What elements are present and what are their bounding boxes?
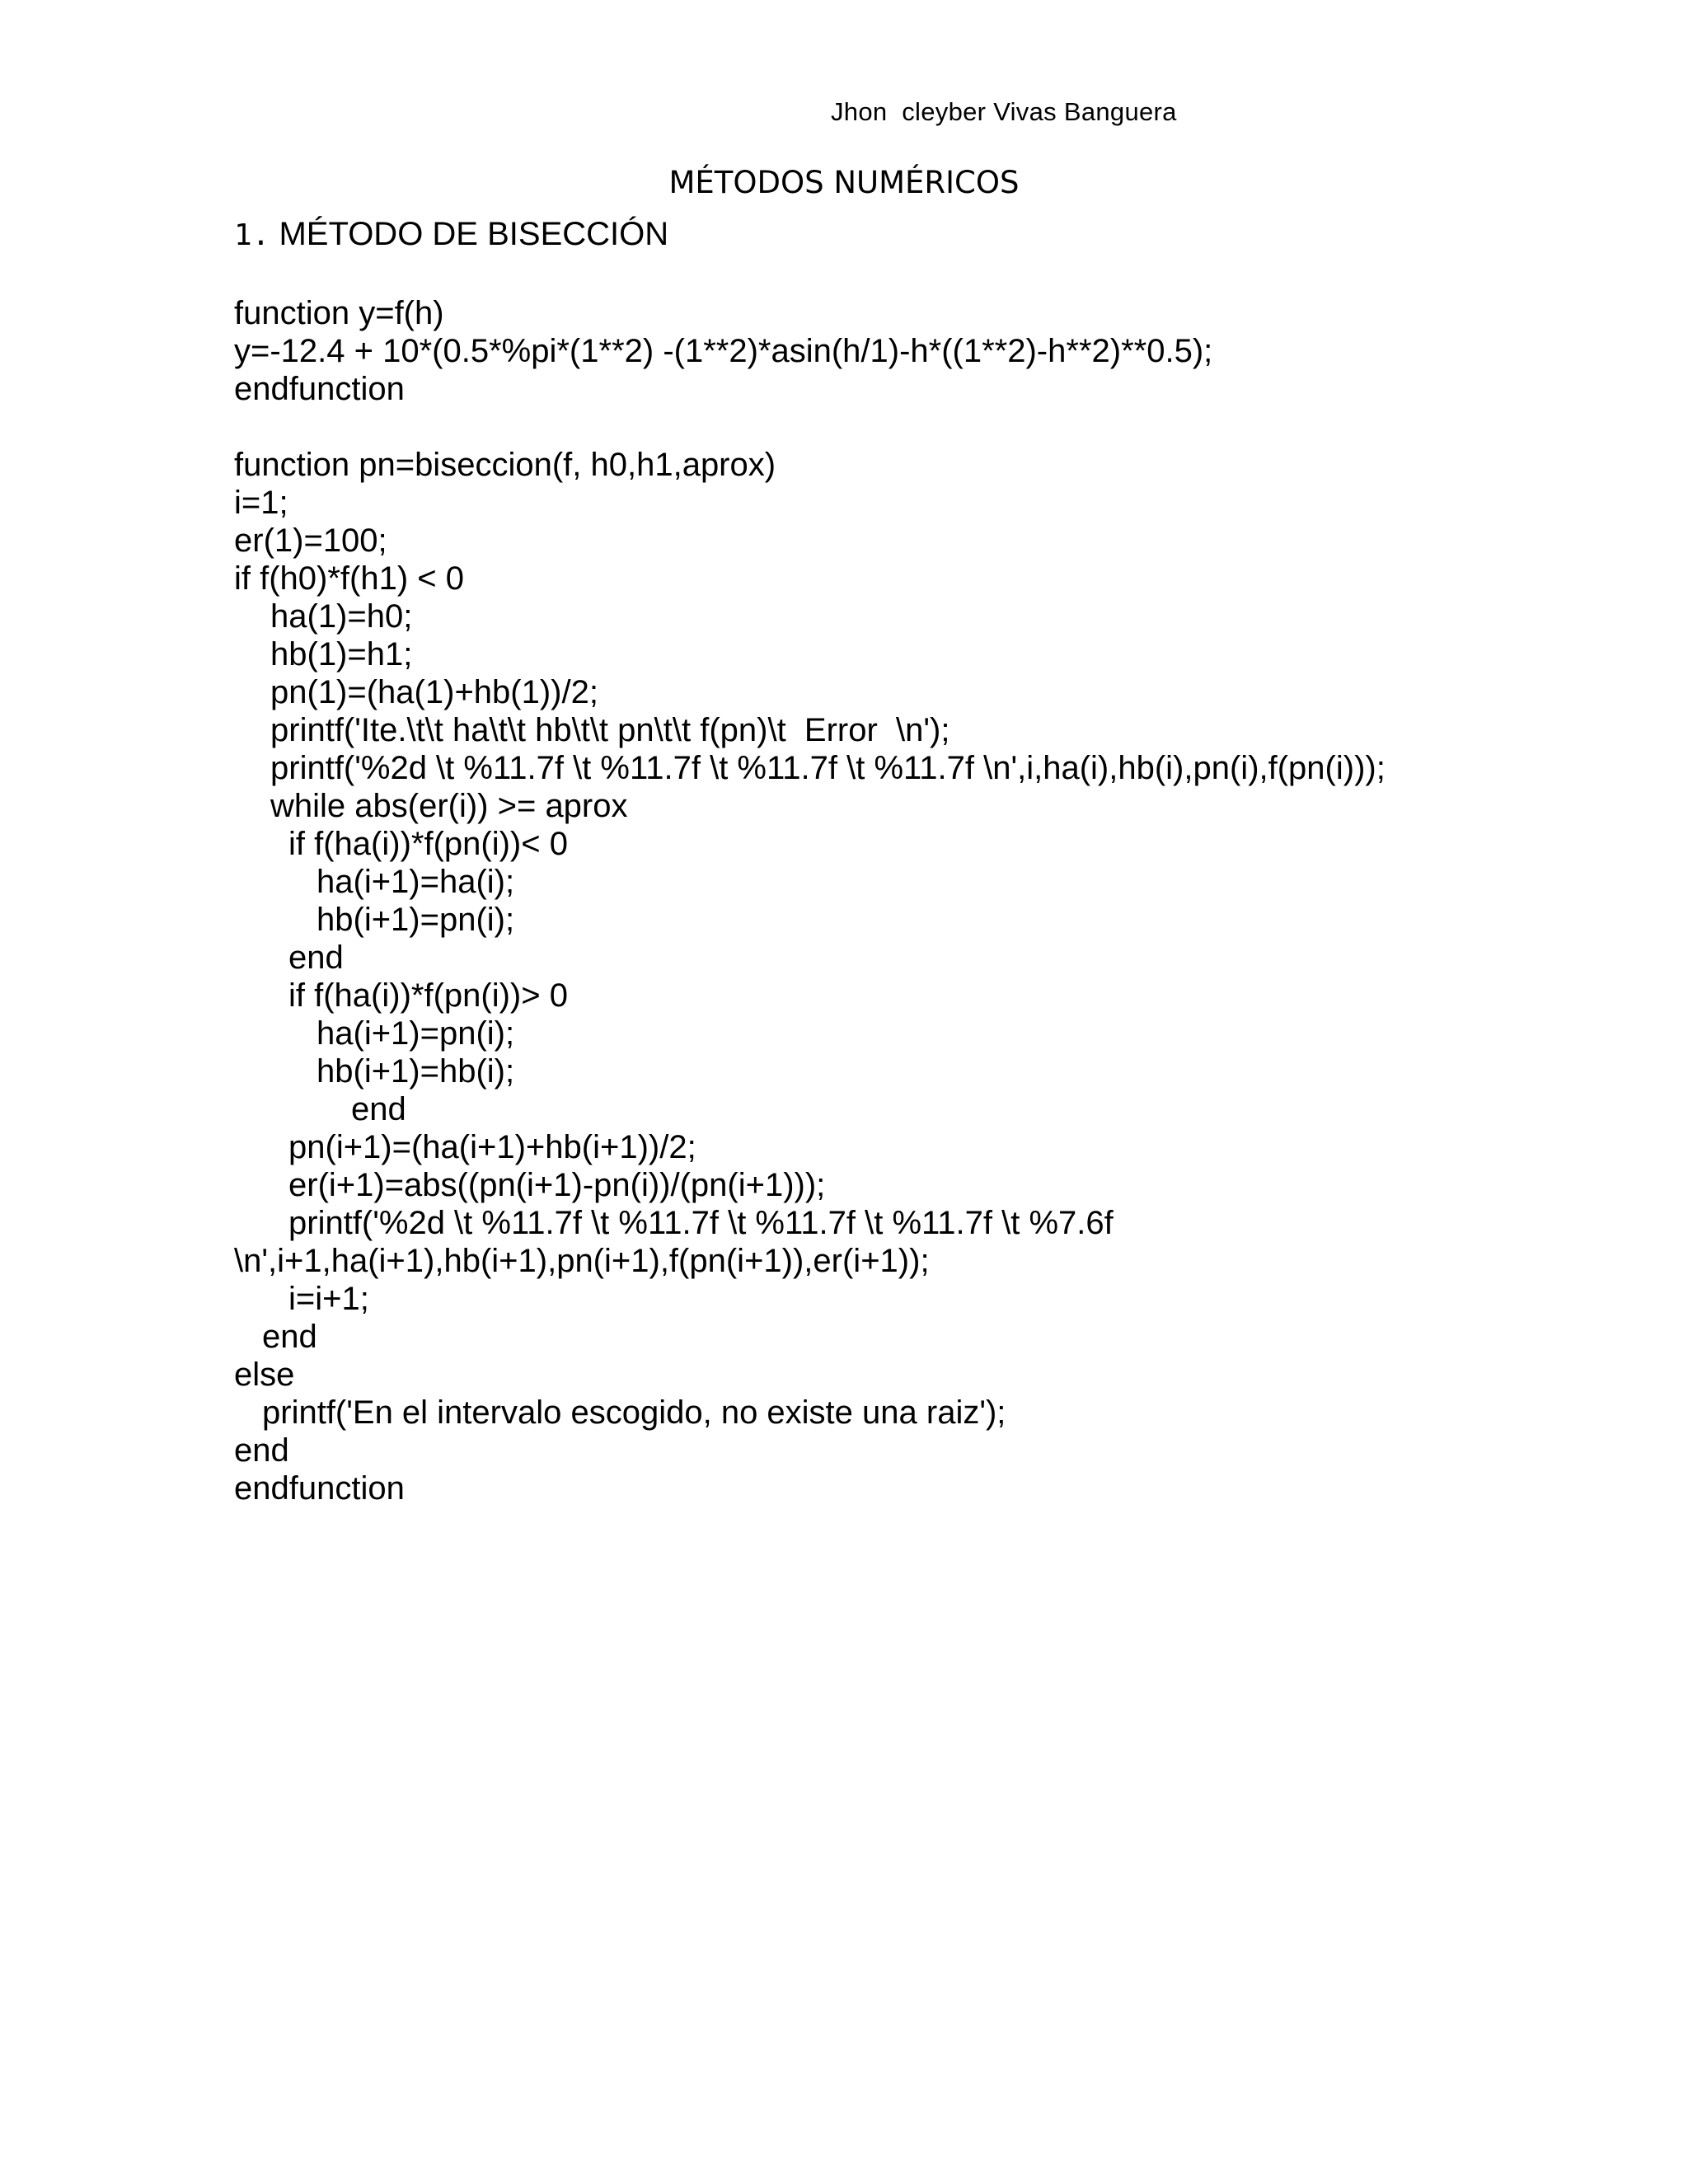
document-title: MÉTODOS NUMÉRICOS (668, 165, 1020, 200)
code-line: i=i+1; (288, 1281, 369, 1317)
code-line: pn(1)=(ha(1)+hb(1))/2; (270, 674, 598, 710)
code-line: i=1; (234, 485, 288, 521)
code-line: er(1)=100; (234, 523, 387, 559)
code-line: function y=f(h) (234, 295, 444, 331)
code-line: ha(i+1)=pn(i); (316, 1015, 515, 1052)
code-line: end (351, 1091, 406, 1127)
code-block (234, 0, 1668, 2184)
code-line: printf('Ite.\t\t ha\t\t hb\t\t pn\t\t f(pn)\t Error \n'); (270, 712, 950, 748)
code-line: er(i+1)=abs((pn(i+1)-pn(i))/(pn(i+1))); (288, 1167, 826, 1203)
code-line: endfunction (234, 1470, 405, 1507)
code-line: ha(1)=h0; (270, 598, 413, 635)
code-line: printf('%2d \t %11.7f \t %11.7f \t %11.7f \t %11.7f \n',i,ha(i),hb(i),pn(i),f(pn(i))); (270, 750, 1386, 786)
code-line: pn(i+1)=(ha(i+1)+hb(i+1))/2; (288, 1129, 696, 1165)
code-line: \n',i+1,ha(i+1),hb(i+1),pn(i+1),f(pn(i+1)),er(i+1)); (234, 1243, 930, 1279)
code-line: hb(1)=h1; (270, 636, 413, 673)
code-line: if f(ha(i))*f(pn(i))< 0 (288, 826, 568, 862)
code-line: while abs(er(i)) >= aprox (270, 788, 628, 824)
code-line: else (234, 1357, 295, 1393)
code-line: printf('%2d \t %11.7f \t %11.7f \t %11.7f \t %11.7f \t %7.6f (288, 1205, 1114, 1241)
code-line: endfunction (234, 371, 405, 407)
author-name: Jhon cleyber Vivas Banguera (831, 97, 1177, 126)
code-line: hb(i+1)=pn(i); (316, 902, 515, 938)
code-line: end (288, 940, 344, 976)
code-line: end (234, 1432, 289, 1469)
code-line: end (262, 1319, 317, 1355)
section-title: MÉTODO DE BISECCIÓN (279, 216, 669, 252)
code-line: printf('En el intervalo escogido, no existe una raiz'); (262, 1394, 1006, 1431)
code-line: if f(ha(i))*f(pn(i))> 0 (288, 977, 568, 1014)
section-number: 1. (234, 218, 270, 252)
code-line: y=-12.4 + 10*(0.5*%pi*(1**2) -(1**2)*asin(h/1)-h*((1**2)-h**2)**0.5); (234, 333, 1213, 369)
code-line: if f(h0)*f(h1) < 0 (234, 560, 465, 597)
code-line: hb(i+1)=hb(i); (316, 1053, 515, 1090)
code-line: function pn=biseccion(f, h0,h1,aprox) (234, 447, 776, 483)
code-line: ha(i+1)=ha(i); (316, 864, 515, 900)
